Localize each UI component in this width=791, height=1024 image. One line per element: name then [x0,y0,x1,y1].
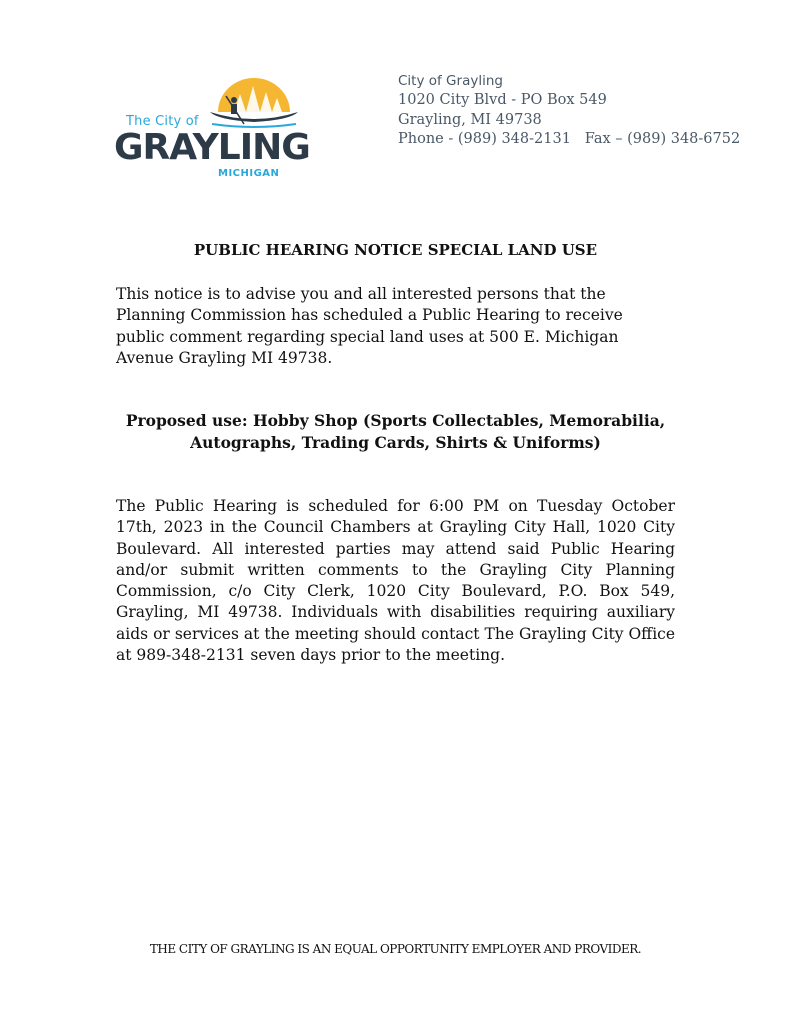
notice-title: PUBLIC HEARING NOTICE SPECIAL LAND USE [193,241,598,259]
logo-state: MICHIGAN [218,168,280,179]
logo-tagline: The City of [126,114,199,129]
contact-city: Grayling, MI 49738 [398,111,542,128]
logo-wordmark: GRAYLING [114,127,310,168]
proposed-use-line1: Proposed use: Hobby Shop (Sports Collectables, Memorabilia, [125,411,666,430]
contact-address: 1020 City Blvd - PO Box 549 [398,92,607,109]
proposed-use [116,410,675,453]
notice-body: The Public Hearing is scheduled for 6:00 PM on Tuesday October 17th, 2023 in the Council Chambers at Grayling City Hall, 1020 City Boulevard. All interested parties may attend said Public Hearing and/or submit written comments to the Grayling City Planning Commission, c/o City Clerk, 1020 City Boulevard, P.O. Box 549, Grayling, MI 49738. Individuals with disabilities requiring auxiliary aids or services at the meeting should contact The Grayling City Office at 989-348-2131 seven days prior to the meeting. [116,497,675,665]
city-logo [114,78,310,182]
proposed-use-line2: Autographs, Trading Cards, Shirts & Uniforms) [190,432,601,452]
contact-block [398,72,740,150]
footer-statement: THE CITY OF GRAYLING IS AN EQUAL OPPORTUNITY EMPLOYER AND PROVIDER. [149,942,642,956]
notice-intro: This notice is to advise you and all interested persons that the Planning Commission has scheduled a Public Hearing to receive public comment regarding special land uses at 500 E. Michigan Avenue Grayling MI 49738. [116,285,623,367]
contact-org: City of Grayling [398,73,503,89]
contact-phone: Phone - (989) 348-2131 Fax – (989) 348-6752 [398,131,741,148]
